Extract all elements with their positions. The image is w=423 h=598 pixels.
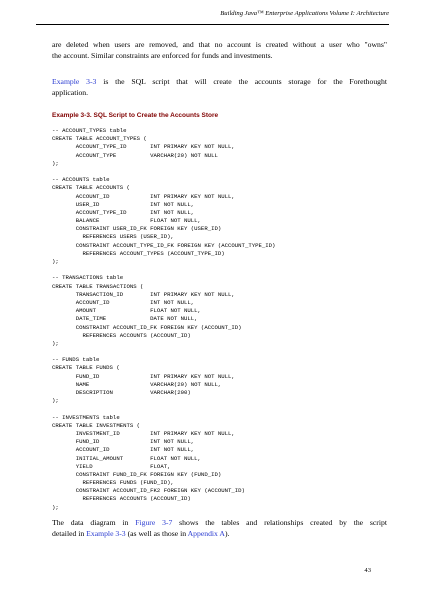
example-3-3-link-2[interactable]: Example 3-3: [86, 528, 126, 538]
code-line: -- ACCOUNTS table: [52, 176, 110, 184]
code-line: [52, 348, 275, 356]
code-line: ACCOUNT_TYPE_ID INT NOT NULL,: [52, 208, 195, 216]
figure-3-7-link[interactable]: Figure 3-7: [135, 518, 173, 527]
code-block: [52, 127, 275, 512]
code-line: BALANCE FLOAT NOT NULL,: [52, 217, 201, 225]
intro-paragraph: [52, 40, 387, 61]
example-intro-line-1: [52, 77, 387, 88]
code-line: FUND_ID INT NOT NULL,: [52, 438, 195, 446]
code-line: );: [52, 503, 59, 511]
code-line: CREATE TABLE INVESTMENTS (: [52, 421, 141, 429]
code-line: NAME VARCHAR(20) NOT NULL,: [52, 380, 222, 388]
code-line: ACCOUNT_ID INT NOT NULL,: [52, 446, 195, 454]
code-line: CONSTRAINT USER_ID_FK FOREIGN KEY (USER_ID): [52, 225, 222, 233]
code-line: CREATE TABLE FUNDS (: [52, 364, 120, 372]
example-intro-text: is the SQL script that will create the accounts storage for the Forethought: [96, 77, 387, 86]
code-line: CREATE TABLE ACCOUNTS (: [52, 184, 130, 192]
closing-line-1: [52, 518, 387, 529]
closing-text-5: ).: [224, 528, 230, 538]
code-line: FUND_ID INT PRIMARY KEY NOT NULL,: [52, 372, 235, 380]
code-line: );: [52, 159, 59, 167]
code-line: ACCOUNT_TYPE_ID INT PRIMARY KEY NOT NULL,: [52, 143, 235, 151]
appendix-a-link[interactable]: Appendix A: [187, 528, 225, 538]
code-line: REFERENCES USERS (USER_ID),: [52, 233, 174, 241]
code-line: REFERENCES FUNDS (FUND_ID),: [52, 479, 174, 487]
closing-text-3: detailed in: [52, 528, 87, 538]
code-line: REFERENCES ACCOUNTS (ACCOUNT_ID): [52, 495, 191, 503]
code-line: );: [52, 258, 59, 265]
code-line: ACCOUNT_ID INT NOT NULL,: [52, 298, 195, 306]
header-rule: [36, 24, 389, 25]
code-line: [52, 405, 275, 413]
code-line: USER_ID INT NOT NULL,: [52, 200, 195, 208]
code-line: CREATE TABLE TRANSACTIONS (: [52, 282, 144, 290]
code-line: -- ACCOUNT_TYPES table: [52, 127, 127, 134]
closing-line-2: [52, 529, 387, 540]
code-line: INITIAL_AMOUNT FLOAT NOT NULL,: [52, 454, 201, 462]
example-3-3-link[interactable]: Example 3-3: [52, 77, 97, 86]
closing-text-2: shows the tables and relationships created by the script: [172, 518, 387, 527]
page-number: 43: [364, 567, 371, 574]
code-line: CONSTRAINT ACCOUNT_TYPE_ID_FK FOREIGN KEY (ACCOUNT_TYPE_ID): [52, 241, 276, 249]
code-line: AMOUNT FLOAT NOT NULL,: [52, 307, 201, 315]
code-line: CONSTRAINT FUND_ID_FK FOREIGN KEY (FUND_ID): [52, 470, 222, 478]
code-line: INVESTMENT_ID INT PRIMARY KEY NOT NULL,: [52, 429, 235, 437]
closing-text-4: (as well as those in: [125, 528, 188, 538]
code-line: );: [52, 339, 59, 347]
code-line: DATE_TIME DATE NOT NULL,: [52, 315, 198, 323]
code-line: );: [52, 397, 59, 405]
code-line: -- FUNDS table: [52, 356, 100, 364]
intro-line-1: are deleted when users are removed, and that no account is created without a user who "owns": [52, 40, 387, 49]
code-line: CREATE TABLE ACCOUNT_TYPES (: [52, 135, 147, 143]
code-line: -- TRANSACTIONS table: [52, 274, 124, 282]
code-line: [52, 168, 275, 176]
closing-paragraph: [52, 518, 387, 539]
example-title: Example 3-3. SQL Script to Create the Accounts Store: [52, 112, 219, 119]
code-line: YIELD FLOAT,: [52, 462, 171, 470]
code-line: [52, 266, 275, 274]
closing-text-1: The data diagram in: [52, 518, 136, 527]
code-line: CONSTRAINT ACCOUNT_ID_FK FOREIGN KEY (ACCOUNT_ID): [52, 323, 242, 331]
code-line: -- INVESTMENTS table: [52, 413, 120, 421]
running-header: Building Java™ Enterprise Applications Volume I: Architecture: [220, 10, 389, 17]
code-line: REFERENCES ACCOUNTS (ACCOUNT_ID): [52, 331, 191, 339]
code-line: TRANSACTION_ID INT PRIMARY KEY NOT NULL,: [52, 290, 235, 298]
intro-line-2: the account. Similar constraints are enforced for funds and investments.: [52, 50, 273, 60]
code-line: REFERENCES ACCOUNT_TYPES (ACCOUNT_TYPE_ID): [52, 249, 225, 257]
example-intro-line-2: application.: [52, 87, 89, 97]
code-line: CONSTRAINT ACCOUNT_ID_FK2 FOREIGN KEY (ACCOUNT_ID): [52, 487, 245, 495]
code-line: ACCOUNT_ID INT PRIMARY KEY NOT NULL,: [52, 192, 235, 200]
code-line: DESCRIPTION VARCHAR(200): [52, 389, 191, 396]
example-intro-paragraph: [52, 77, 387, 98]
code-line: ACCOUNT_TYPE VARCHAR(20) NOT NULL: [52, 151, 218, 159]
